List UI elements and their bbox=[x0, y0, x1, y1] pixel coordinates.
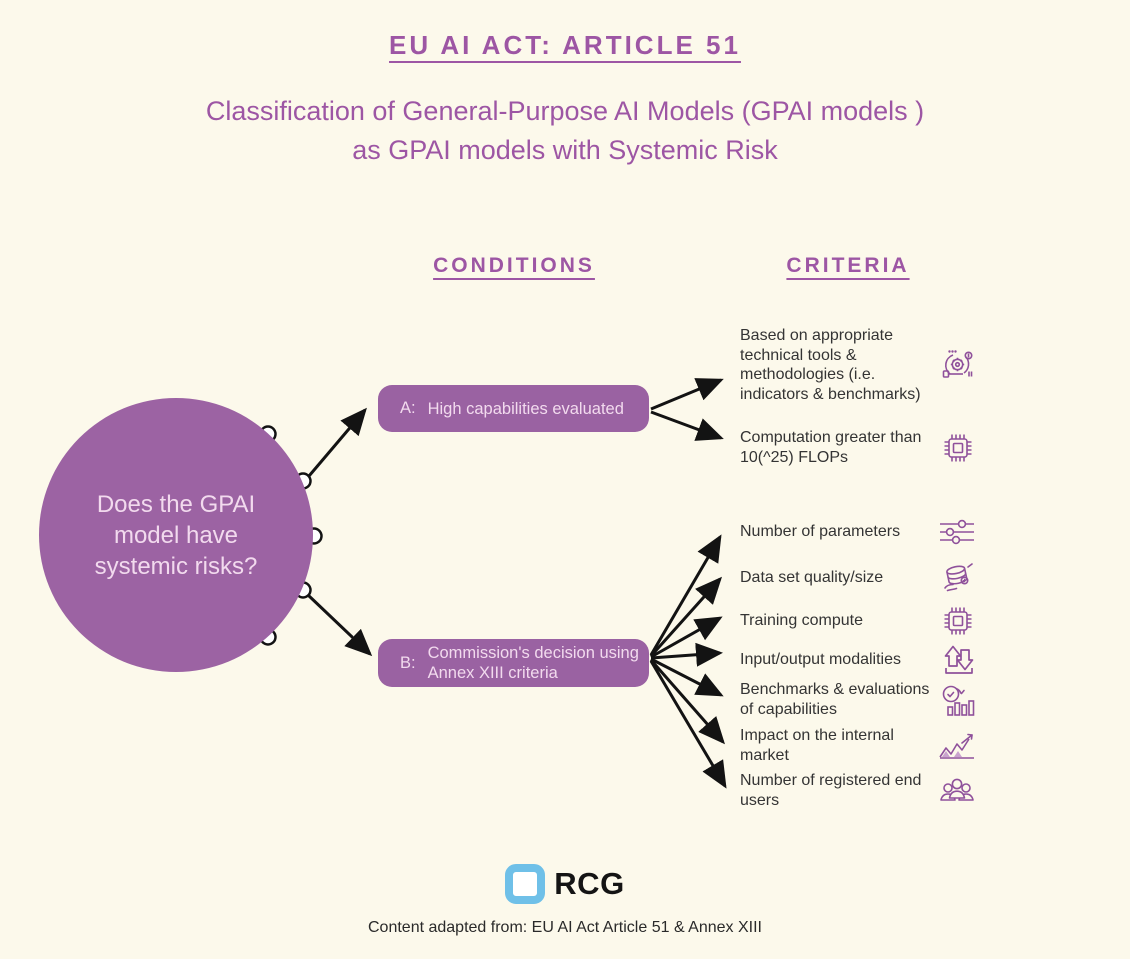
input-output-arrows-icon bbox=[942, 642, 976, 678]
condition-b-prefix: B: bbox=[400, 653, 416, 672]
condition-b-label: Commission's decision using Annex XIII criteria bbox=[427, 644, 639, 682]
criterion-row bbox=[740, 326, 976, 404]
dataset-hands-icon bbox=[938, 561, 976, 595]
criterion-row bbox=[740, 603, 976, 639]
criterion-label: Input/output modalities bbox=[740, 651, 901, 669]
sliders-icon bbox=[938, 517, 976, 547]
criterion-row bbox=[740, 680, 976, 719]
condition-box-a bbox=[378, 385, 649, 432]
criterion-row bbox=[740, 517, 976, 547]
subtitle-line-1: Classification of General-Purpose AI Models (GPAI models ) bbox=[205, 96, 925, 126]
logo-text: RCG bbox=[554, 866, 625, 901]
condition-box-b bbox=[378, 639, 649, 687]
logo-square-icon bbox=[505, 864, 545, 904]
condition-a-prefix: A: bbox=[400, 399, 416, 417]
criterion-label: Number of parameters bbox=[740, 523, 901, 541]
gauge-bars-icon bbox=[940, 683, 976, 717]
question-circle bbox=[39, 398, 313, 672]
cpu-chip-icon bbox=[940, 430, 976, 466]
page-subtitle bbox=[0, 92, 1130, 170]
technical-tools-gear-icon bbox=[940, 347, 976, 383]
footer-attribution: Content adapted from: EU AI Act Article 51 & Annex XIII bbox=[368, 919, 762, 936]
cpu-chip-icon bbox=[940, 603, 976, 639]
criterion-label: Benchmarks & evaluations of capabilities bbox=[740, 681, 930, 718]
criteria-header: CRITERIA bbox=[786, 254, 910, 277]
criterion-label: Number of registered end users bbox=[740, 772, 922, 809]
criterion-label: Computation greater than 10(^25) FLOPs bbox=[740, 429, 922, 466]
users-icon bbox=[938, 776, 976, 806]
logo bbox=[0, 864, 1130, 904]
criterion-row bbox=[740, 428, 976, 467]
criterion-label: Based on appropriate technical tools & methodologies (i.e. indicators & benchmarks) bbox=[740, 327, 921, 403]
page-title: EU AI ACT: ARTICLE 51 bbox=[389, 30, 741, 60]
market-trend-icon bbox=[938, 731, 976, 761]
conditions-header: CONDITIONS bbox=[433, 254, 595, 277]
condition-a-label: High capabilities evaluated bbox=[427, 399, 624, 418]
criterion-row bbox=[740, 726, 976, 765]
criterion-row bbox=[740, 642, 976, 678]
criterion-label: Training compute bbox=[740, 612, 864, 630]
criterion-row bbox=[740, 771, 976, 810]
subtitle-line-2: as GPAI models with Systemic Risk bbox=[352, 135, 778, 165]
criterion-label: Data set quality/size bbox=[740, 569, 884, 587]
criterion-label: Impact on the internal market bbox=[740, 727, 894, 764]
criterion-row bbox=[740, 561, 976, 595]
question-text: Does the GPAI model have systemic risks? bbox=[94, 490, 258, 580]
